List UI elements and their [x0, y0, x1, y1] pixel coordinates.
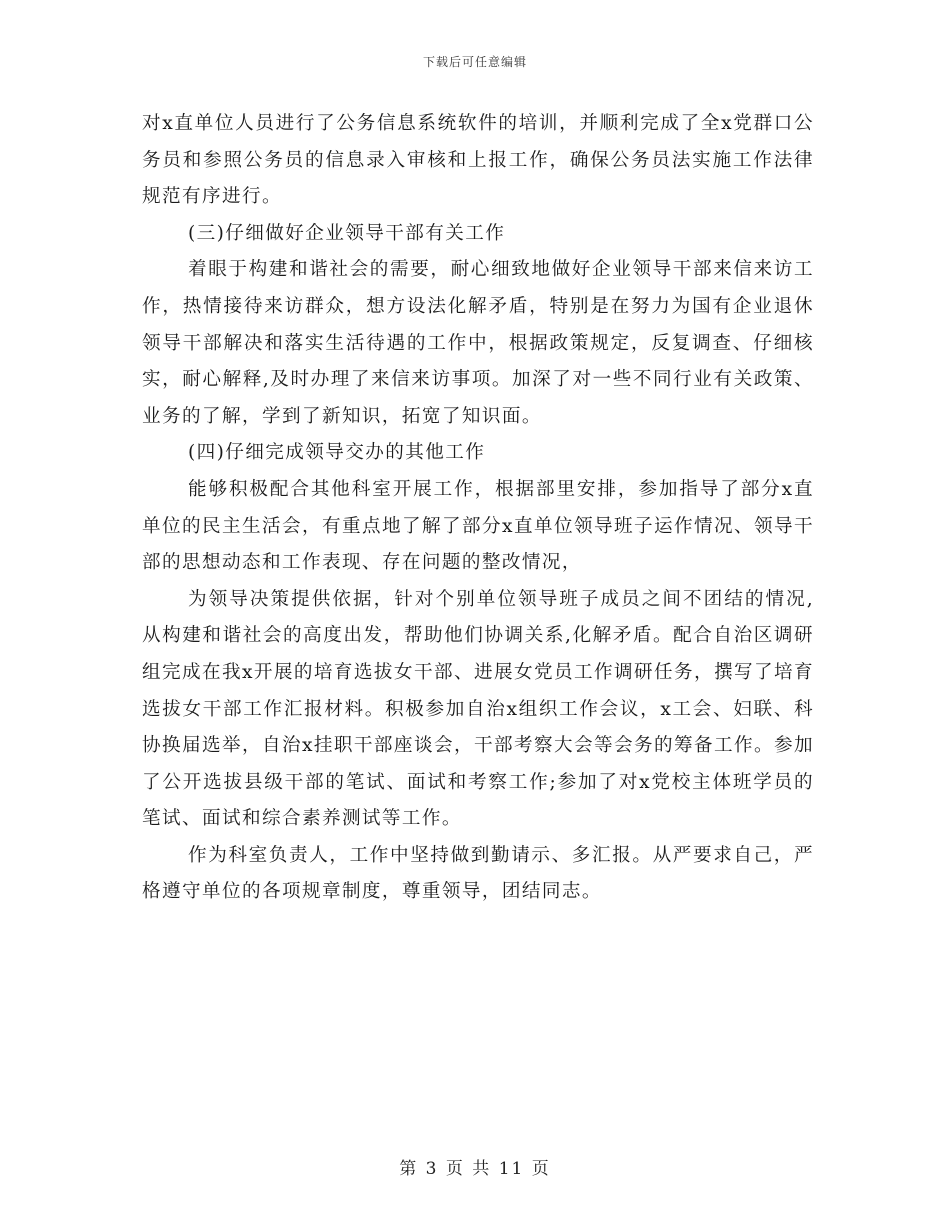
paragraph-2: 着眼于构建和谐社会的需要，耐心细致地做好企业领导干部来信来访工作，热情接待来访群众，想方设法化解矛盾，特别是在努力为国有企业退休领导干部解决和落实生活待遇的工作中，根据政策规定，反复调查、仔细核实，耐心解释,及时办理了来信来访事项。加深了对一些不同行业有关政策、业务的了解，学到了新知识，拓宽了知识面。: [142, 259, 814, 427]
paragraph-4: 为领导决策提供依据，针对个别单位领导班子成员之间不团结的情况,从构建和谐社会的高度出发，帮助他们协调关系,化解矛盾。配合自治区调研组完成在我x开展的培育选拔女干部、进展女党员工作调研任务，撰写了培育选拔女干部工作汇报材料。积极参加自治x组织工作会议，x工会、妇联、科协换届选举，自治x挂职干部座谈会，干部考察大会等会务的筹备工作。参加了公开选拔县级干部的笔试、面试和考察工作;参加了对x党校主体班学员的笔试、面试和综合素养测试等工作。: [142, 588, 814, 830]
section-heading-4: (四)仔细完成领导交办的其他工作: [188, 442, 486, 464]
paragraph-5: 作为科室负责人，工作中坚持做到勤请示、多汇报。从严要求自己，严格遵守单位的各项规章制度，尊重领导，团结同志。: [142, 844, 814, 903]
page-number: 第 3 页 共 11 页: [399, 1159, 551, 1179]
paragraph-1: 对x直单位人员进行了公务信息系统软件的培训，并顺利完成了全x党群口公务员和参照公务员的信息录入审核和上报工作，确保公务员法实施工作法律规范有序进行。: [142, 113, 814, 208]
paragraph-3: 能够积极配合其他科室开展工作，根据部里安排，参加指导了部分x直单位的民主生活会，有重点地了解了部分x直单位领导班子运作情况、领导干部的思想动态和工作表现、存在问题的整改情况，: [142, 478, 814, 574]
document-body: [142, 106, 814, 911]
section-heading-3: (三)仔细做好企业领导干部有关工作: [188, 222, 506, 244]
header-note: 下载后可任意编辑: [422, 55, 527, 69]
